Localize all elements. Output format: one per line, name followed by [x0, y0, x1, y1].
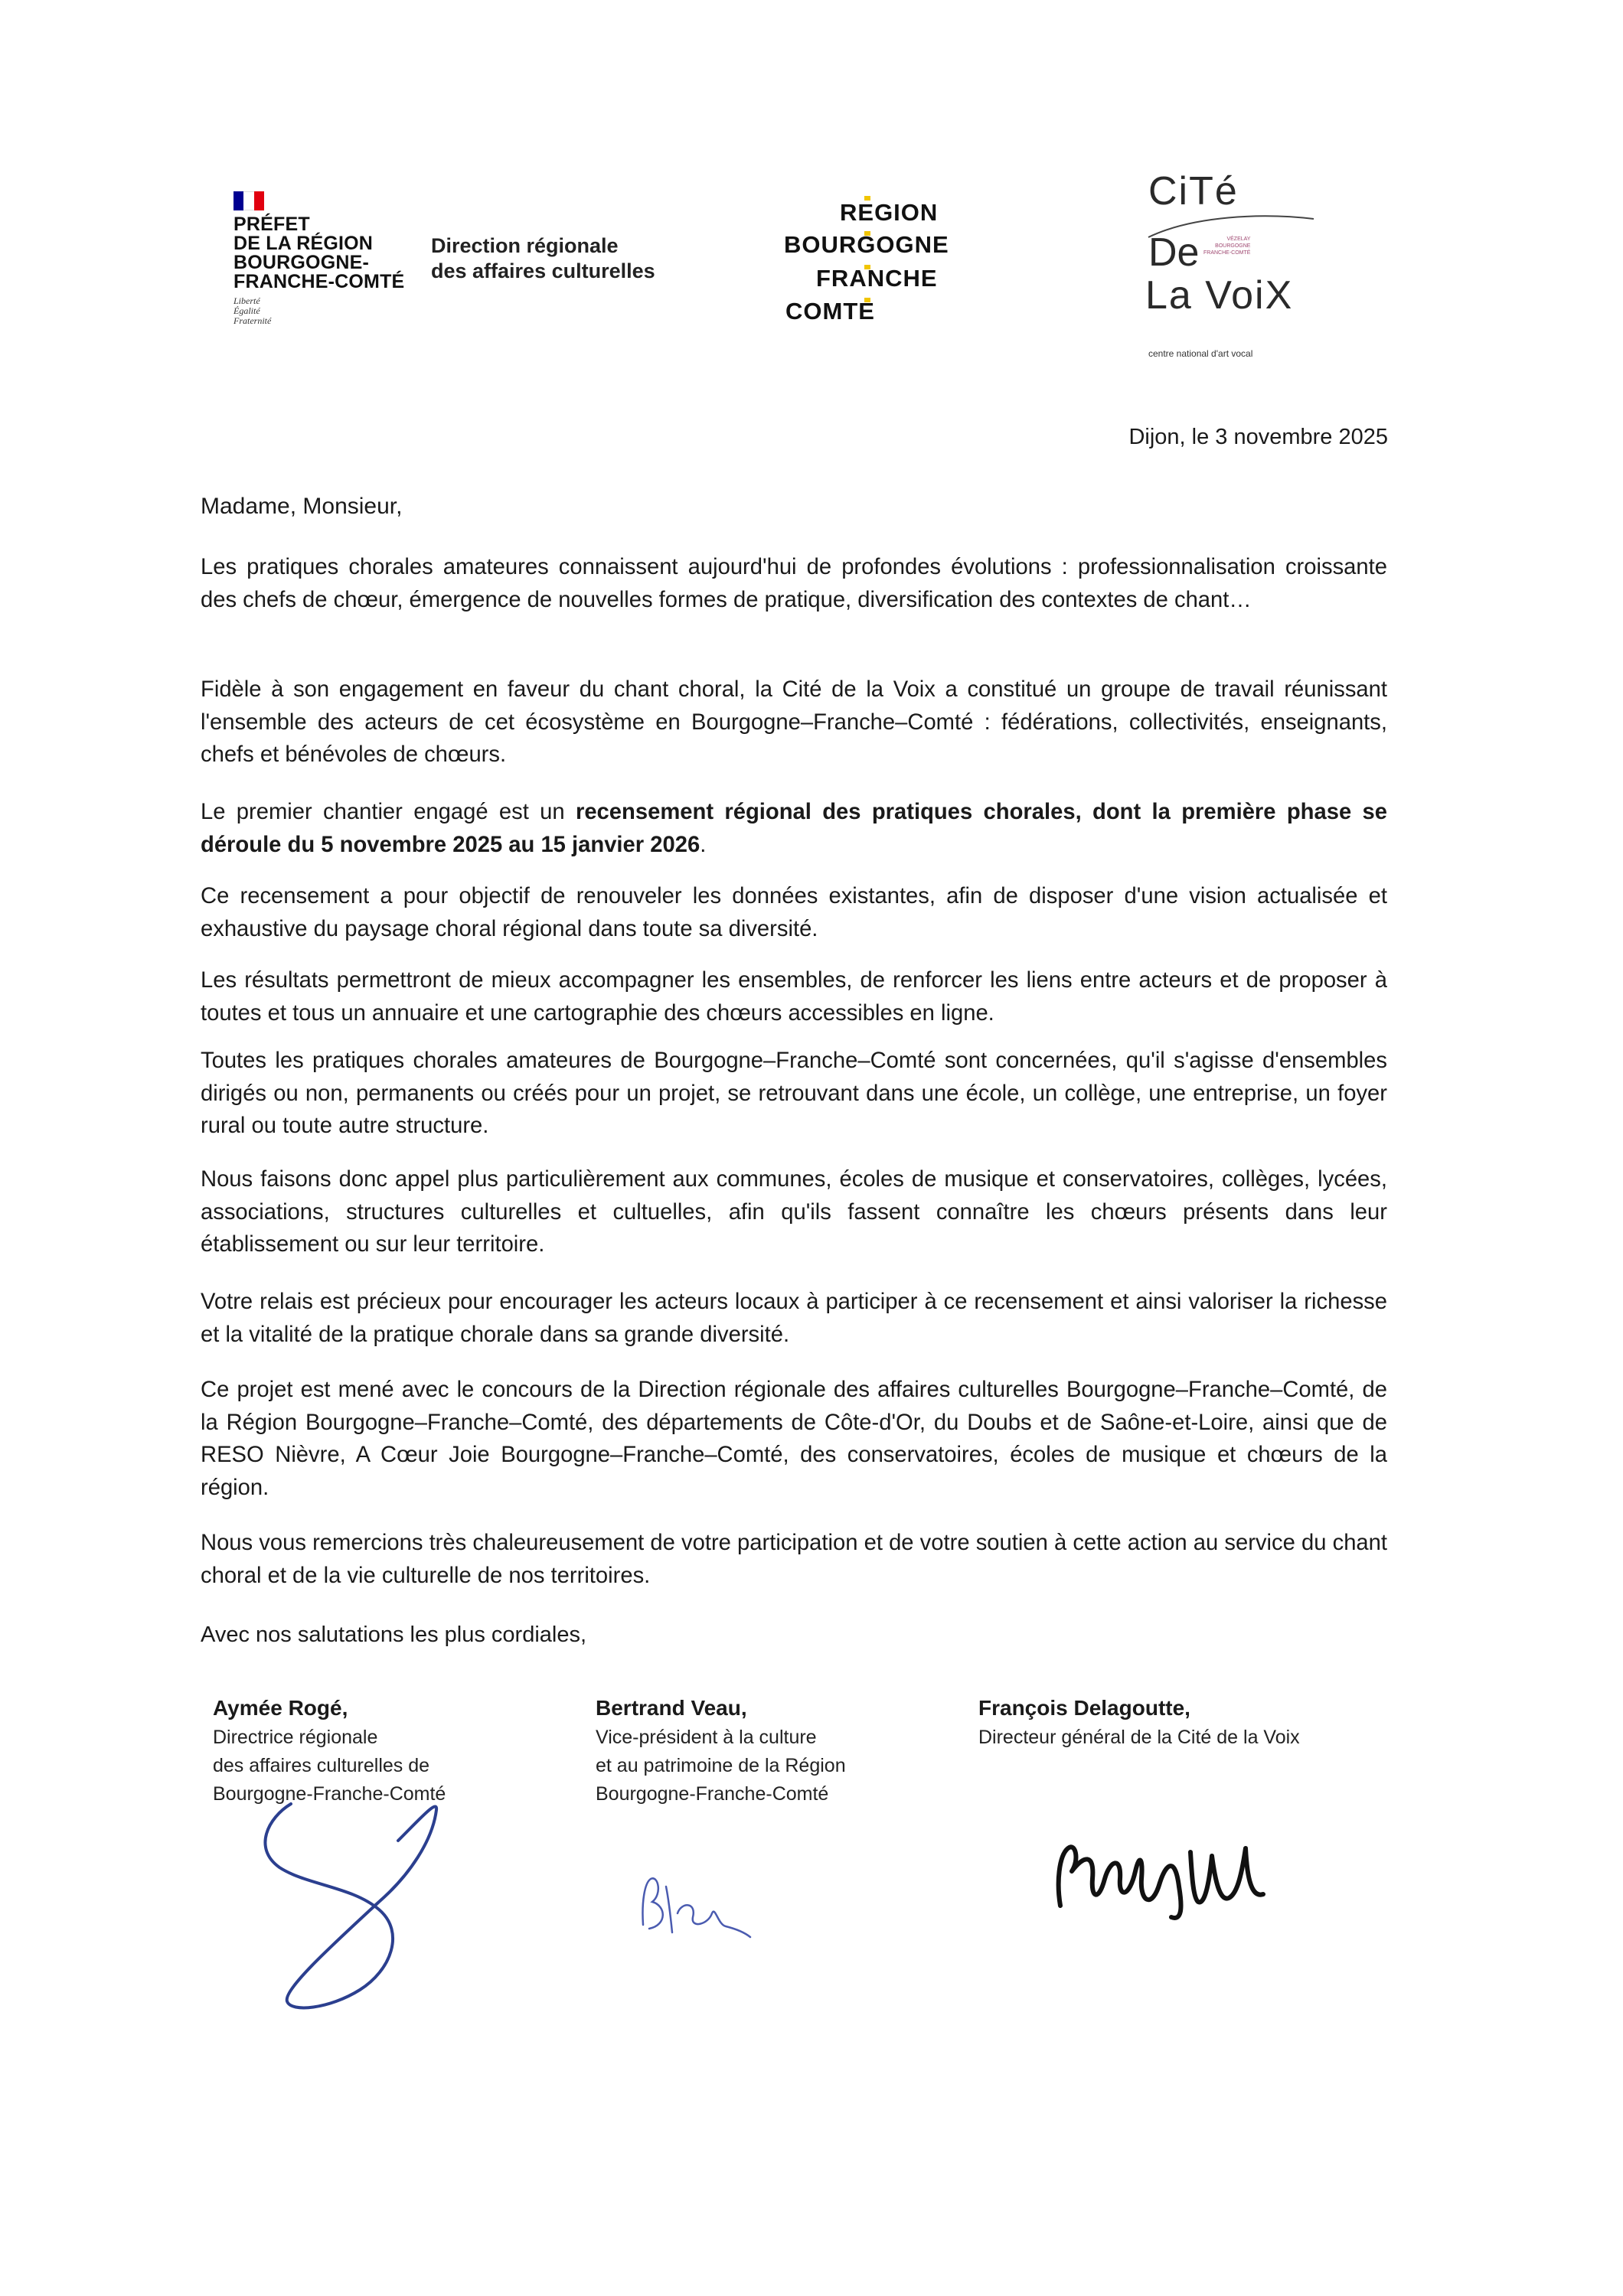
signatory-aymee-roge	[213, 1693, 446, 1808]
paragraph-8: Votre relais est précieux pour encourager les acteurs locaux à participer à ce recensement et ainsi valoriser la richesse et la vitalité de la pratique chorale dans sa grande diversité.	[201, 1290, 1387, 1347]
signature-bertrand-veau	[635, 1871, 758, 1948]
flag-red	[254, 191, 264, 210]
republic-motto: Liberté Égalité Fraternité	[233, 295, 272, 326]
region-line-2: BOURGOGNE	[784, 231, 949, 258]
flag-white	[243, 191, 253, 210]
cite-logo-subtitle: centre national d'art vocal	[1148, 348, 1253, 359]
cite-logo-line-1: CiTé	[1148, 169, 1239, 214]
paragraph-3-highlight: recensement régional des pratiques chorales, dont la première phase se déroule du 5 novembre 2025 au 15 janvier 2026	[201, 800, 1387, 857]
signatory-role: Directeur général de la Cité de la Voix	[978, 1727, 1300, 1748]
paragraph-9: Ce projet est mené avec le concours de la Direction régionale des affaires culturelles Bourgogne–Franche–Comté, de la Région Bourgogne–Franche–Comté, des départements de Côte-d'Or, du Doubs et de Saône-et-Loire, ainsi que de RESO Nièvre, A Cœur Joie Bourgogne–Franche–Comté, des conservatoires, écoles de musique et chœurs de la région.	[201, 1378, 1387, 1500]
letter-salutation: Madame, Monsieur,	[201, 494, 403, 519]
signatory-role: Vice-président à la culture et au patrimoine de la Région Bourgogne-Franche-Comté	[596, 1727, 846, 1805]
prefet-logo	[233, 191, 433, 326]
cite-logo-tags: VÉZELAY BOURGOGNE FRANCHE-COMTÉ	[1203, 236, 1251, 256]
flag-blue	[233, 191, 243, 210]
paragraph-1: Les pratiques chorales amateures connaissent aujourd'hui de profondes évolutions : professionnalisation croissante des chefs de chœur, émergence de nouvelles formes de pratique, diversification des contextes de chant…	[201, 555, 1387, 612]
signatory-role: Directrice régionale des affaires culturelles de Bourgogne-Franche-Comté	[213, 1727, 446, 1805]
letter-date: Dijon, le 3 novembre 2025	[1128, 425, 1388, 449]
paragraph-10: Nous vous remercions très chaleureusement de votre participation et de votre soutien à cette action au service du chant choral et de la vie culturelle de nos territoires.	[201, 1531, 1387, 1588]
region-line-1: REGION	[840, 199, 939, 226]
paragraph-2: Fidèle à son engagement en faveur du chant choral, la Cité de la Voix a constitué un groupe de travail réunissant l'ensemble des acteurs de cet écosystème en Bourgogne–Franche–Comté : fédérations, collectivités, enseignants, chefs et bénévoles de chœurs.	[201, 677, 1387, 767]
marianne-flag-icon	[233, 191, 264, 210]
cite-logo-line-3: La VoiX	[1145, 273, 1294, 318]
paragraph-3	[201, 796, 1387, 861]
signature-aymee-roge	[245, 1795, 444, 2017]
signature-francois-delagoutte	[1045, 1825, 1275, 1925]
paragraph-6: Toutes les pratiques chorales amateures de Bourgogne–Franche–Comté sont concernées, qu'il s'agisse d'ensembles dirigés ou non, permanents ou créés pour un projet, se retrouvant dans une école, un collège, une entreprise, un foyer rural ou toute autre structure.	[201, 1049, 1387, 1138]
signatory-name: François Delagoutte,	[978, 1696, 1190, 1720]
cite-logo-line-2: De	[1148, 230, 1200, 275]
signatory-name: Aymée Rogé,	[213, 1696, 348, 1720]
paragraph-4: Ce recensement a pour objectif de renouveler les données existantes, afin de disposer d'une vision actualisée et exhaustive du paysage choral régional dans toute sa diversité.	[201, 884, 1387, 941]
region-line-3: FRANCHE	[816, 265, 938, 292]
drac-label: Direction régionale des affaires culturelles	[431, 234, 655, 282]
paragraph-3-intro: Le premier chantier engagé est un	[201, 800, 576, 824]
letter-closing: Avec nos salutations les plus cordiales,	[201, 1623, 587, 1647]
region-line-4: COMTE	[785, 298, 875, 325]
signatory-bertrand-veau	[596, 1693, 846, 1808]
paragraph-5: Les résultats permettront de mieux accompagner les ensembles, de renforcer les liens entre acteurs et de proposer à toutes et tous un annuaire et une cartographie des chœurs accessibles en ligne.	[201, 968, 1387, 1026]
prefet-title: PRÉFET DE LA RÉGION BOURGOGNE- FRANCHE-COMTÉ	[233, 214, 405, 292]
signatory-francois-delagoutte	[978, 1693, 1300, 1752]
signatory-name: Bertrand Veau,	[596, 1696, 747, 1720]
paragraph-3-end: .	[700, 832, 707, 857]
cite-de-la-voix-logo	[1102, 168, 1317, 367]
paragraph-7: Nous faisons donc appel plus particulièrement aux communes, écoles de musique et conservatoires, collèges, lycées, associations, structures culturelles et cultuelles, afin qu'ils fassent connaître les chœurs présents dans leur établissement ou sur leur territoire.	[201, 1167, 1387, 1257]
